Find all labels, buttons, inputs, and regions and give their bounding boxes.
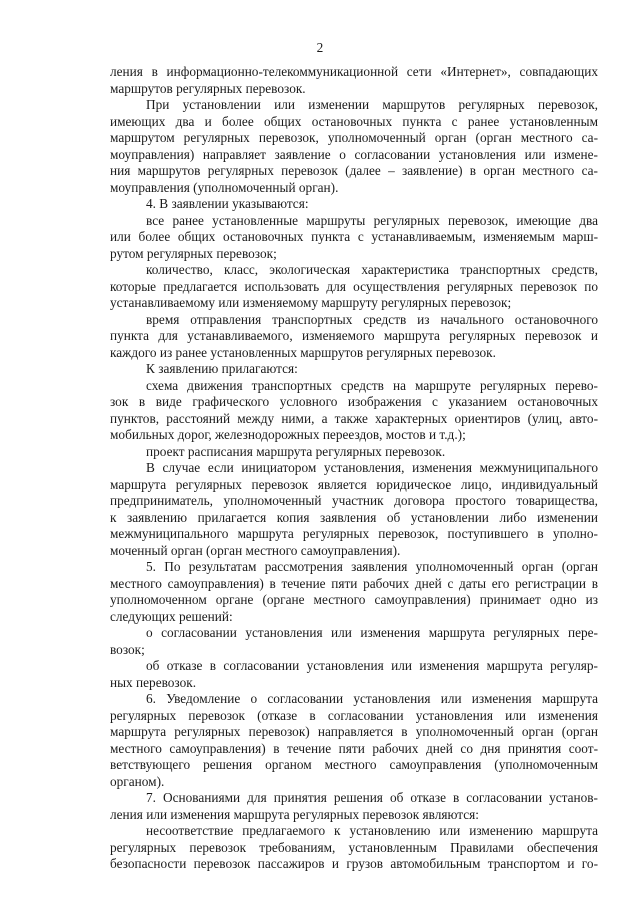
text-line: маршрута регулярных перевозок) направляется в уполномоченный орган (орган [110,724,598,739]
text-line: устанавливаемому или изменяемому маршруту регулярных перевозок; [110,295,512,310]
text-line: об отказе в согласовании установления или изменения маршрута регуляр- [146,658,598,673]
text-line: 4. В заявлении указываются: [146,196,309,211]
text-line: 5. По результатам рассмотрения заявления уполномоченный орган (орган [146,559,598,574]
text-line: местного самоуправления) в течение пяти рабочих дней со дня принятия соот- [110,740,598,756]
text-line: 7. Основаниями для принятия решения об отказе в согласовании установ- [146,790,598,805]
text-line: время отправления транспортных средств из начального остановочного [146,311,598,327]
text-line: ных перевозок. [110,674,197,690]
page-number: 2 [316,40,324,55]
text-line: ветствующего решения органом местного самоуправления (уполномоченным [110,757,598,772]
text-line: местного самоуправления) в течение пяти рабочих дней с даты его регистрации в [110,575,598,591]
text-line: которые предлагается использовать для осуществления регулярных перевозок по [110,278,598,294]
text-line: 6. Уведомление о согласовании установления или изменения маршрута [146,691,598,706]
text-line: мобильных дорог, железнодорожных переездов, мостов и т.д.); [110,427,466,442]
text-line: В случае если инициатором установления, изменения межмуниципального [146,460,598,475]
text-line: ления или изменения маршрута регулярных перевозок являются: [110,806,479,822]
text-line: количество, класс, экологическая характеристика транспортных средств, [146,262,598,277]
text-line: имеющих два и более общих остановочных пункта с ранее установленным [110,113,598,129]
text-line: При установлении или изменении маршрутов регулярных перевозок, [146,97,598,112]
text-line: регулярных перевозок требованиям, установленным Правилами обеспечения [110,839,598,855]
text-line: к заявлению прилагается копия заявления об установлении либо изменении [110,509,598,525]
text-line: моуправления) направляет заявление о согласовании установления или измене- [110,146,598,162]
text-line: или более общих остановочных пункта с устанавливаемым, изменяемым марш- [110,229,598,244]
text-line: ления в информационно-телекоммуникационной сети «Интернет», совпадающих [110,64,598,79]
text-line: все ранее установленные маршруты регулярных перевозок, имеющие два [146,212,598,228]
text-line: пункта для устанавливаемого, изменяемого маршрута регулярных перевозок и [110,328,598,343]
text-line: маршрутом регулярных перевозок, уполномоченный орган (орган местного са- [110,130,598,145]
text-line: зок в виде графического условного изображения с указанием остановочных [110,394,598,409]
text-line: маршрута регулярных перевозок является юридическое лицо, индивидуальный [110,476,598,492]
text-line: схема движения транспортных средств на маршруте регулярных перево- [146,377,598,393]
text-line: моченный орган (орган местного самоуправления). [110,542,401,558]
text-line: регулярных перевозок (отказе в согласовании установления или изменения [110,707,598,723]
text-line: о согласовании установления или изменения маршрута регулярных пере- [146,625,598,640]
text-line: уполномоченном органе (органе местного самоуправления) принимает одно из [110,592,598,607]
text-line: возок; [110,641,145,657]
text-line: ния маршрутов регулярных перевозок (далее – заявление) в орган местного са- [110,163,598,178]
text-line: каждого из ранее установленных маршрутов регулярных перевозок. [110,344,496,360]
text-line: органом). [110,773,165,789]
text-line: моуправления (уполномоченный орган). [110,179,339,195]
text-line: рутом регулярных перевозок; [110,245,277,261]
text-line: межмуниципального маршрута регулярных перевозок, поступившего в уполно- [110,526,598,541]
text-line: безопасности перевозок пассажиров и грузов автомобильным транспортом и го- [110,856,598,871]
text-line: несоответствие предлагаемого к установлению или изменению маршрута [146,823,598,838]
text-line: маршрутов регулярных перевозок. [110,80,306,96]
text-line: пунктов, расстояний между ними, а также характерных ориентиров (улиц, авто- [110,410,598,426]
document-body [110,64,598,873]
text-line: предприниматель, уполномоченный участник договора простого товарищества, [110,493,598,508]
text-line: следующих решений: [110,608,233,624]
text-line: К заявлению прилагаются: [146,361,298,376]
text-line: проект расписания маршрута регулярных перевозок. [146,443,446,459]
